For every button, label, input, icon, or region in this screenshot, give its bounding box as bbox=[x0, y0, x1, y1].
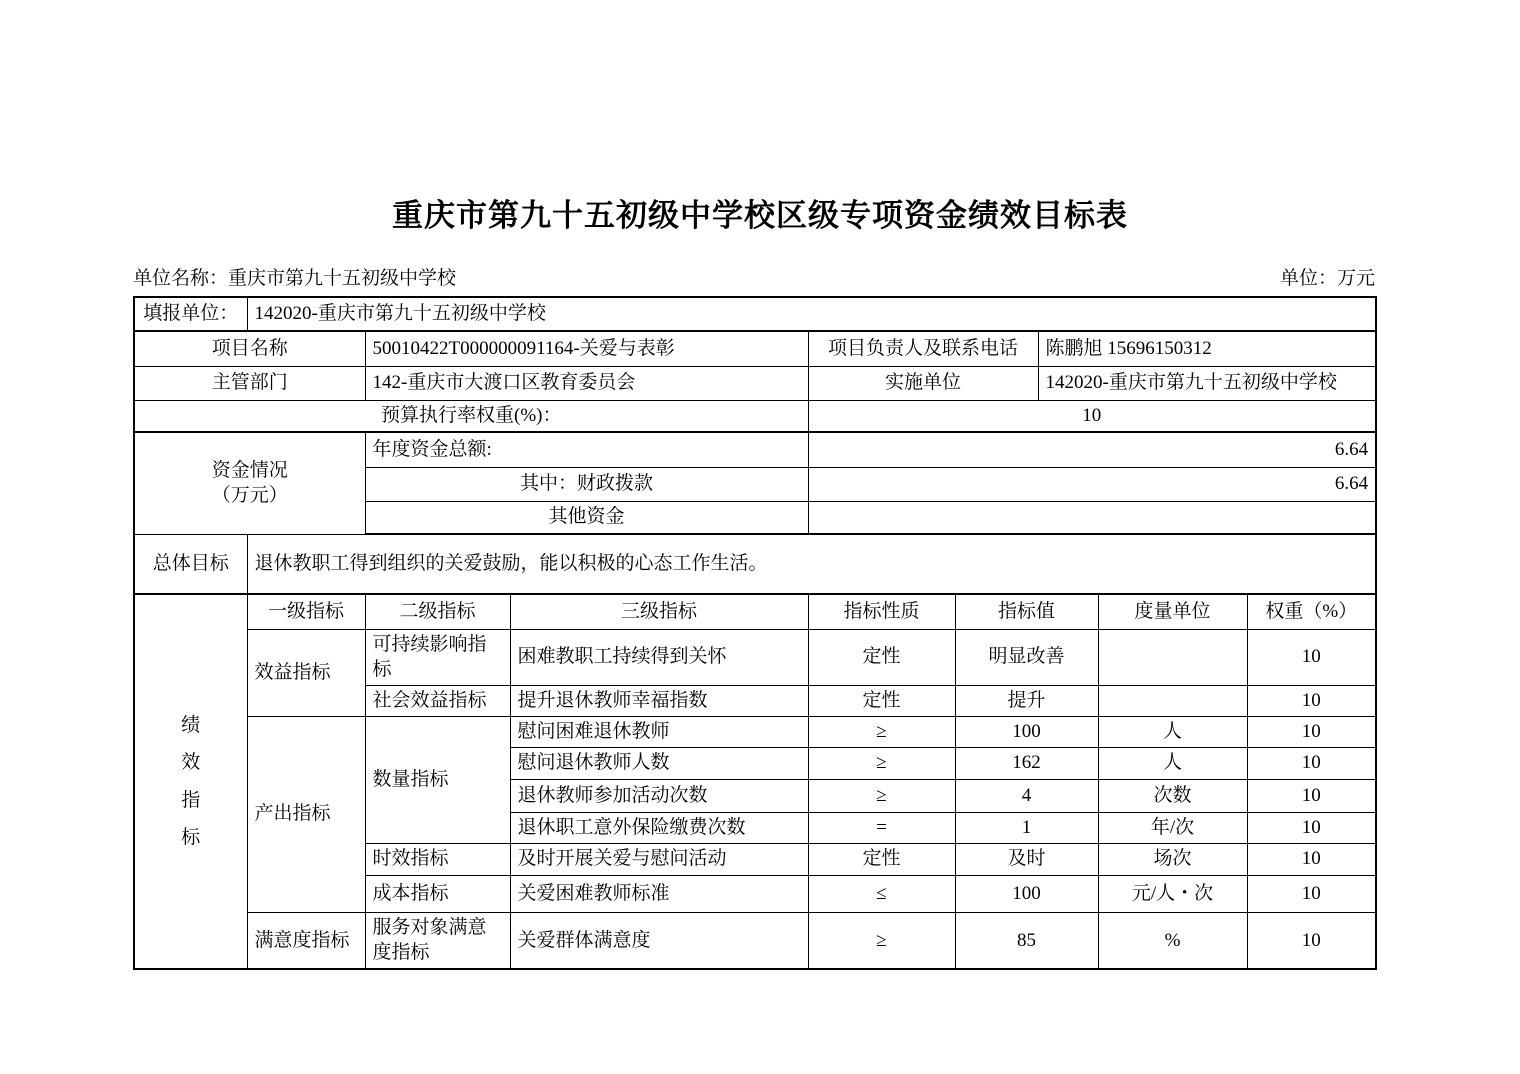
header-unit: 度量单位 bbox=[1098, 594, 1247, 629]
level2-cell: 社会效益指标 bbox=[365, 685, 510, 716]
weight-cell: 10 bbox=[1247, 747, 1376, 779]
weight-cell: 10 bbox=[1247, 716, 1376, 747]
annual-total-label: 年度资金总额: bbox=[365, 432, 808, 467]
header-weight: 权重（%） bbox=[1247, 594, 1376, 629]
value-cell: 明显改善 bbox=[955, 629, 1098, 685]
unit-cell bbox=[1098, 629, 1247, 685]
table-row bbox=[134, 297, 1376, 331]
indicator-header-row bbox=[134, 594, 1376, 629]
header-level1: 一级指标 bbox=[247, 594, 365, 629]
header-level3: 三级指标 bbox=[510, 594, 808, 629]
fill-unit-value: 142020-重庆市第九十五初级中学校 bbox=[247, 297, 1376, 331]
impl-unit-label: 实施单位 bbox=[808, 366, 1038, 400]
weight-cell: 10 bbox=[1247, 629, 1376, 685]
fiscal-grant-label: 其中：财政拨款 bbox=[365, 467, 808, 501]
budget-rate-label: 预算执行率权重(%)： bbox=[134, 400, 808, 432]
level2-quantity: 数量指标 bbox=[365, 716, 510, 843]
unit-cell: % bbox=[1098, 912, 1247, 969]
weight-cell: 10 bbox=[1247, 875, 1376, 912]
unit-cell: 人 bbox=[1098, 716, 1247, 747]
other-funds-label: 其他资金 bbox=[365, 501, 808, 534]
nature-cell: ≥ bbox=[808, 747, 955, 779]
header-level2: 二级指标 bbox=[365, 594, 510, 629]
level1-satisfaction: 满意度指标 bbox=[247, 912, 365, 969]
value-cell: 100 bbox=[955, 875, 1098, 912]
level3-cell: 退休教师参加活动次数 bbox=[510, 779, 808, 812]
value-cell: 100 bbox=[955, 716, 1098, 747]
page-title: 重庆市第九十五初级中学校区级专项资金绩效目标表 bbox=[392, 198, 1128, 233]
weight-cell: 10 bbox=[1247, 779, 1376, 812]
project-leader-label: 项目负责人及联系电话 bbox=[808, 331, 1038, 366]
indicator-row bbox=[134, 912, 1376, 969]
performance-target-table bbox=[133, 296, 1377, 970]
fund-label-line2: （万元） bbox=[211, 485, 288, 507]
unit-name-text: 单位名称：重庆市第九十五初级中学校 bbox=[133, 268, 457, 289]
nature-cell: ≤ bbox=[808, 875, 955, 912]
fund-section-label bbox=[134, 432, 365, 534]
unit-cell: 元/人・次 bbox=[1098, 875, 1247, 912]
level3-cell: 及时开展关爱与慰问活动 bbox=[510, 843, 808, 875]
unit-cell: 人 bbox=[1098, 747, 1247, 779]
project-leader-value: 陈鹏旭 15696150312 bbox=[1038, 331, 1376, 366]
unit-cell: 场次 bbox=[1098, 843, 1247, 875]
level2-cell: 时效指标 bbox=[365, 843, 510, 875]
level3-cell: 关爱困难教师标准 bbox=[510, 875, 808, 912]
nature-cell: 定性 bbox=[808, 843, 955, 875]
nature-cell: ≥ bbox=[808, 716, 955, 747]
level1-output: 产出指标 bbox=[247, 716, 365, 912]
currency-unit-text: 单位：万元 bbox=[1279, 268, 1375, 289]
weight-cell: 10 bbox=[1247, 812, 1376, 843]
nature-cell: 定性 bbox=[808, 685, 955, 716]
level2-cell: 服务对象满意度指标 bbox=[365, 912, 510, 969]
weight-cell: 10 bbox=[1247, 685, 1376, 716]
table-row bbox=[134, 331, 1376, 366]
fiscal-grant-value: 6.64 bbox=[808, 467, 1376, 501]
level3-cell: 困难教职工持续得到关怀 bbox=[510, 629, 808, 685]
project-name-value: 50010422T000000091164-关爱与表彰 bbox=[365, 331, 808, 366]
level3-cell: 慰问困难退休教师 bbox=[510, 716, 808, 747]
dept-label: 主管部门 bbox=[134, 366, 365, 400]
meta-row bbox=[133, 266, 1375, 292]
value-cell: 提升 bbox=[955, 685, 1098, 716]
nature-cell: 定性 bbox=[808, 629, 955, 685]
indicator-row bbox=[134, 629, 1376, 685]
table-row bbox=[134, 400, 1376, 432]
other-funds-value bbox=[808, 501, 1376, 534]
nature-cell: ≥ bbox=[808, 779, 955, 812]
header-value: 指标值 bbox=[955, 594, 1098, 629]
value-cell: 1 bbox=[955, 812, 1098, 843]
impl-unit-value: 142020-重庆市第九十五初级中学校 bbox=[1038, 366, 1376, 400]
unit-cell bbox=[1098, 685, 1247, 716]
value-cell: 85 bbox=[955, 912, 1098, 969]
unit-cell: 年/次 bbox=[1098, 812, 1247, 843]
weight-cell: 10 bbox=[1247, 843, 1376, 875]
annual-total-value: 6.64 bbox=[808, 432, 1376, 467]
nature-cell: ≥ bbox=[808, 912, 955, 969]
budget-rate-value: 10 bbox=[808, 400, 1376, 432]
table-row bbox=[134, 366, 1376, 400]
fund-label-line1: 资金情况 bbox=[211, 459, 288, 481]
header-nature: 指标性质 bbox=[808, 594, 955, 629]
unit-cell: 次数 bbox=[1098, 779, 1247, 812]
table-row bbox=[134, 534, 1376, 594]
weight-cell: 10 bbox=[1247, 912, 1376, 969]
value-cell: 4 bbox=[955, 779, 1098, 812]
nature-cell: = bbox=[808, 812, 955, 843]
level3-cell: 慰问退休教师人数 bbox=[510, 747, 808, 779]
side-label-text: 绩效指标 bbox=[181, 715, 201, 848]
fill-unit-label: 填报单位： bbox=[134, 297, 247, 331]
project-name-label: 项目名称 bbox=[134, 331, 365, 366]
level3-cell: 提升退休教师幸福指数 bbox=[510, 685, 808, 716]
level2-cell: 可持续影响指标 bbox=[365, 629, 510, 685]
level3-cell: 关爱群体满意度 bbox=[510, 912, 808, 969]
overall-goal-value: 退休教职工得到组织的关爱鼓励，能以积极的心态工作生活。 bbox=[247, 534, 1376, 594]
overall-goal-label: 总体目标 bbox=[134, 534, 247, 594]
performance-indicator-side-label bbox=[134, 594, 247, 969]
value-cell: 162 bbox=[955, 747, 1098, 779]
table-row bbox=[134, 432, 1376, 467]
value-cell: 及时 bbox=[955, 843, 1098, 875]
level3-cell: 退休职工意外保险缴费次数 bbox=[510, 812, 808, 843]
level1-benefit: 效益指标 bbox=[247, 629, 365, 716]
dept-value: 142-重庆市大渡口区教育委员会 bbox=[365, 366, 808, 400]
indicator-row bbox=[134, 716, 1376, 747]
level2-cell: 成本指标 bbox=[365, 875, 510, 912]
